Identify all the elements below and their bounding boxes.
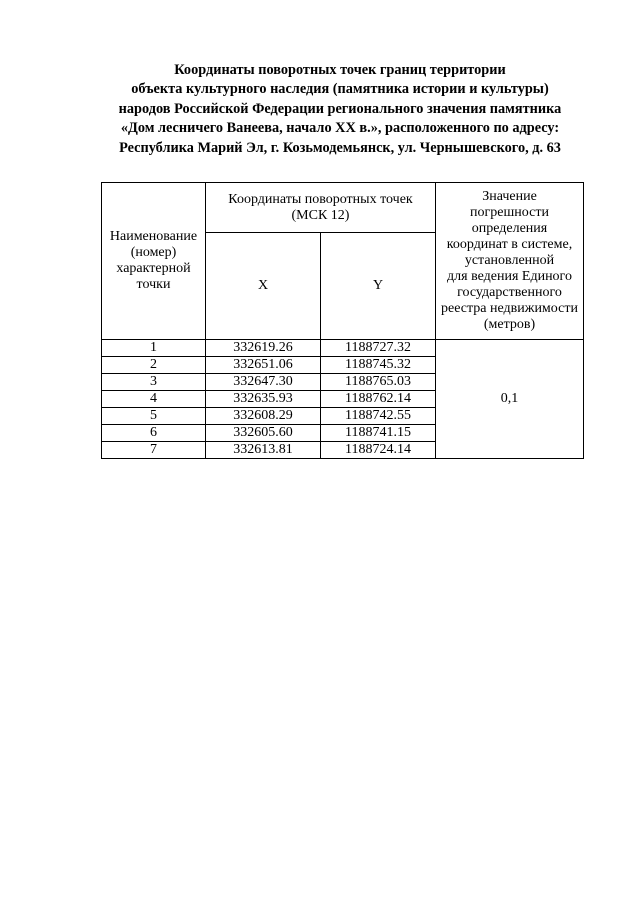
header-text: Значение bbox=[482, 189, 537, 204]
x-coordinate: 332613.81 bbox=[206, 442, 321, 459]
table-header-row bbox=[102, 183, 584, 233]
header-text: реестра недвижимости bbox=[441, 301, 578, 316]
coordinates-table bbox=[101, 182, 584, 459]
x-coordinate: 332608.29 bbox=[206, 408, 321, 425]
header-text: (номер) bbox=[130, 245, 177, 260]
y-column-header: Y bbox=[321, 233, 436, 340]
point-number: 2 bbox=[102, 357, 206, 374]
y-coordinate: 1188741.15 bbox=[321, 425, 436, 442]
table-row bbox=[102, 340, 584, 357]
title-line: «Дом лесничего Ванеева, начало XX в.», расположенного по адресу: bbox=[120, 120, 560, 137]
header-text: определения bbox=[471, 221, 548, 236]
point-number: 6 bbox=[102, 425, 206, 442]
x-coordinate: 332619.26 bbox=[206, 340, 321, 357]
header-text: координат в системе, bbox=[446, 237, 573, 252]
point-number: 5 bbox=[102, 408, 206, 425]
x-column-header: X bbox=[206, 233, 321, 340]
y-coordinate: 1188765.03 bbox=[321, 374, 436, 391]
header-text: точки bbox=[136, 277, 171, 292]
header-text: Наименование bbox=[109, 229, 198, 244]
coordinates-group-header bbox=[206, 183, 436, 233]
y-coordinate: 1188745.32 bbox=[321, 357, 436, 374]
x-coordinate: 332635.93 bbox=[206, 391, 321, 408]
title-line: Координаты поворотных точек границ территории bbox=[174, 62, 506, 78]
header-text: государственного bbox=[457, 285, 562, 300]
point-number: 1 bbox=[102, 340, 206, 357]
header-text: характерной bbox=[116, 261, 191, 276]
y-coordinate: 1188727.32 bbox=[321, 340, 436, 357]
x-coordinate: 332647.30 bbox=[206, 374, 321, 391]
y-coordinate: 1188742.55 bbox=[321, 408, 436, 425]
header-text: для ведения Единого bbox=[447, 269, 572, 284]
header-text: Координаты поворотных точек bbox=[228, 191, 413, 207]
title-line: народов Российской Федерации регионального значения памятника bbox=[118, 100, 562, 117]
point-number: 3 bbox=[102, 374, 206, 391]
header-text: (МСК 12) bbox=[291, 207, 350, 223]
x-coordinate: 332605.60 bbox=[206, 425, 321, 442]
header-text: установленной bbox=[464, 253, 555, 268]
error-value-cell: 0,1 bbox=[436, 340, 584, 459]
point-number: 7 bbox=[102, 442, 206, 459]
document-title bbox=[60, 61, 620, 158]
x-coordinate: 332651.06 bbox=[206, 357, 321, 374]
title-line: объекта культурного наследия (памятника истории и культуры) bbox=[131, 81, 549, 98]
point-name-header bbox=[102, 183, 206, 340]
y-coordinate: 1188724.14 bbox=[321, 442, 436, 459]
y-coordinate: 1188762.14 bbox=[321, 391, 436, 408]
point-number: 4 bbox=[102, 391, 206, 408]
header-text: (метров) bbox=[483, 317, 536, 332]
error-value-header bbox=[436, 183, 584, 340]
header-text: погрешности bbox=[470, 205, 549, 220]
title-line: Республика Марий Эл, г. Козьмодемьянск, ул. Чернышевского, д. 63 bbox=[119, 139, 561, 156]
